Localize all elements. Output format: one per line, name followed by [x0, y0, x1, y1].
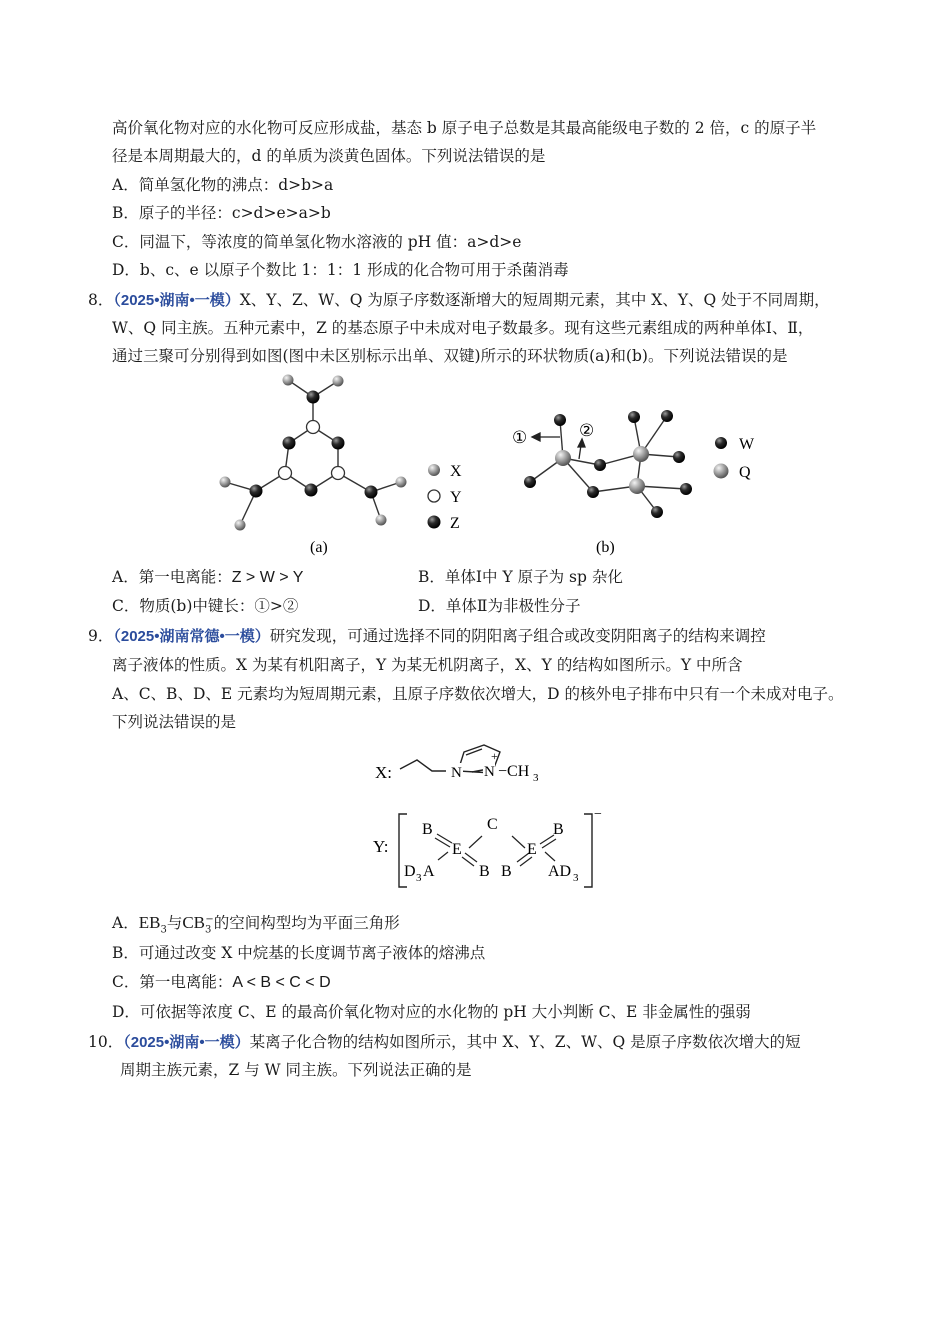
q8-stem-line-3: 通过三聚可分别得到如图(图中未区别标示出单、双键)所示的环状物质(a)和(b)。下列说法错误的是 [112, 347, 788, 365]
legend-w-label: W [739, 436, 755, 453]
q8-option-a: A．第一电离能：Z > W > Y [112, 568, 304, 586]
q9-option-a-expr2: CB [182, 913, 206, 933]
q8-stem-line-2: W、Q 同主族。五种元素中，Z 的基态原子中未成对电子数最多。现有这些元素组成的两种单体Ⅰ、Ⅱ， [112, 319, 814, 337]
q8-source: （2025•湖南•一模） [113, 292, 240, 309]
legend-y-label: Y [450, 489, 462, 506]
y-atom-b: B [422, 821, 433, 838]
q7-option-a: A．简单氢化物的沸点：d>b>a [112, 176, 334, 194]
q9-option-d: D．可依据等浓度 C、E 的最高价氧化物对应的水化物的 pH 大小判断 C、E 非金属性的强弱 [112, 1003, 751, 1021]
x-plus-charge: + [491, 749, 498, 763]
x-n-atom-1: N [451, 765, 462, 781]
y-sub-3: 3 [573, 872, 579, 884]
caption-b: (b) [596, 539, 615, 556]
x-n-atom-2: N [484, 764, 495, 780]
caption-a: (a) [310, 539, 328, 556]
q8-stem-line-1: X、Y、Z、W、Q 为原子序数逐渐增大的短周期元素，其中 X、Y、Q 处于不同周期， [239, 291, 830, 309]
q9-stem-line-4: 下列说法错误的是 [112, 713, 237, 731]
q7-option-c: C．同温下，等浓度的简单氢化物水溶液的 pH 值：a>d>e [112, 233, 522, 251]
q8-option-b: B．单体Ⅰ中 Y 原子为 sp 杂化 [418, 568, 623, 586]
y-atom-b: B [501, 863, 512, 880]
y-atom-e: E [452, 841, 462, 858]
q7-stem-line-1: 高价氧化物对应的水化物可反应形成盐，基态 b 原子电子总数是其最高能级电子数的 2 倍，c 的原子半 [112, 119, 817, 137]
arrow-label-2: ② [579, 421, 595, 440]
y-atom-a: A [423, 863, 435, 880]
q8-option-c: C．物质(b)中键长：①>② [112, 597, 299, 615]
y-atom-d: D [404, 863, 416, 880]
q9-option-c-expr: A < B < C < D [232, 974, 331, 991]
q10-stem-line-2: 周期主族元素，Z 与 W 同主族。下列说法正确的是 [120, 1061, 472, 1079]
q7-stem-line-2: 径是本周期最大的，d 的单质为淡黄色固体。下列说法错误的是 [112, 147, 546, 165]
x-methyl-sub: 3 [533, 772, 539, 784]
y-sub-3: 3 [416, 872, 422, 884]
y-atom-ad: AD [548, 863, 572, 880]
q9-option-a: A．$EB_3$与$CB_3^-$的空间构型均为平面三角形 [112, 913, 400, 936]
q10-stem-line-1: 某离子化合物的结构如图所示，其中 X、Y、Z、W、Q 是原子序数依次增大的短 [249, 1033, 801, 1051]
q9-stem-line-1: 研究发现，可通过选择不同的阴阳离子组合或改变阴阳离子的结构来调控 [269, 627, 766, 645]
q9-option-c: C．第一电离能：A < B < C < D [112, 973, 331, 991]
q10-number: 10． [88, 1033, 124, 1051]
q10-source: （2025•湖南•一模） [123, 1034, 250, 1051]
q8-option-d: D．单体Ⅱ为非极性分子 [418, 597, 581, 615]
q9-source: （2025•湖南常德•一模） [113, 628, 270, 645]
y-atom-c: C [487, 816, 498, 833]
y-atom-e: E [527, 841, 537, 858]
legend-q-label: Q [739, 464, 751, 481]
y-atom-b: B [479, 863, 490, 880]
x-methyl: −CH [498, 763, 530, 780]
q7-option-d: D．b、c、e 以原子个数比 1：1：1 形成的化合物可用于杀菌消毒 [112, 261, 569, 279]
q9-option-b: B．可通过改变 X 中烷基的长度调节离子液体的熔沸点 [112, 944, 486, 962]
y-label: Y: [373, 837, 389, 856]
q9-stem-line-2: 离子液体的性质。X 为某有机阳离子，Y 为某无机阴离子，X、Y 的结构如图所示。Y 中所含 [112, 656, 743, 674]
q9-option-a-expr1: EB [138, 913, 161, 933]
q9-stem-line-3: A、C、B、D、E 元素均为短周期元素，且原子序数依次增大，D 的核外电子排布中只有一个未成对电子。 [112, 685, 844, 703]
legend-z-label: Z [450, 515, 460, 532]
x-label: X: [375, 763, 392, 782]
q9-number: 9． [88, 627, 114, 645]
y-minus-charge: − [594, 807, 602, 822]
q8-number: 8． [88, 291, 114, 309]
y-atom-b: B [553, 821, 564, 838]
q8-option-a-expr: Z > W > Y [231, 569, 304, 586]
q10-header [88, 1032, 801, 1053]
arrow-label-1: ① [512, 428, 528, 447]
legend-x-label: X [450, 463, 462, 480]
q7-option-b: B．原子的半径：c>d>e>a>b [112, 204, 331, 222]
